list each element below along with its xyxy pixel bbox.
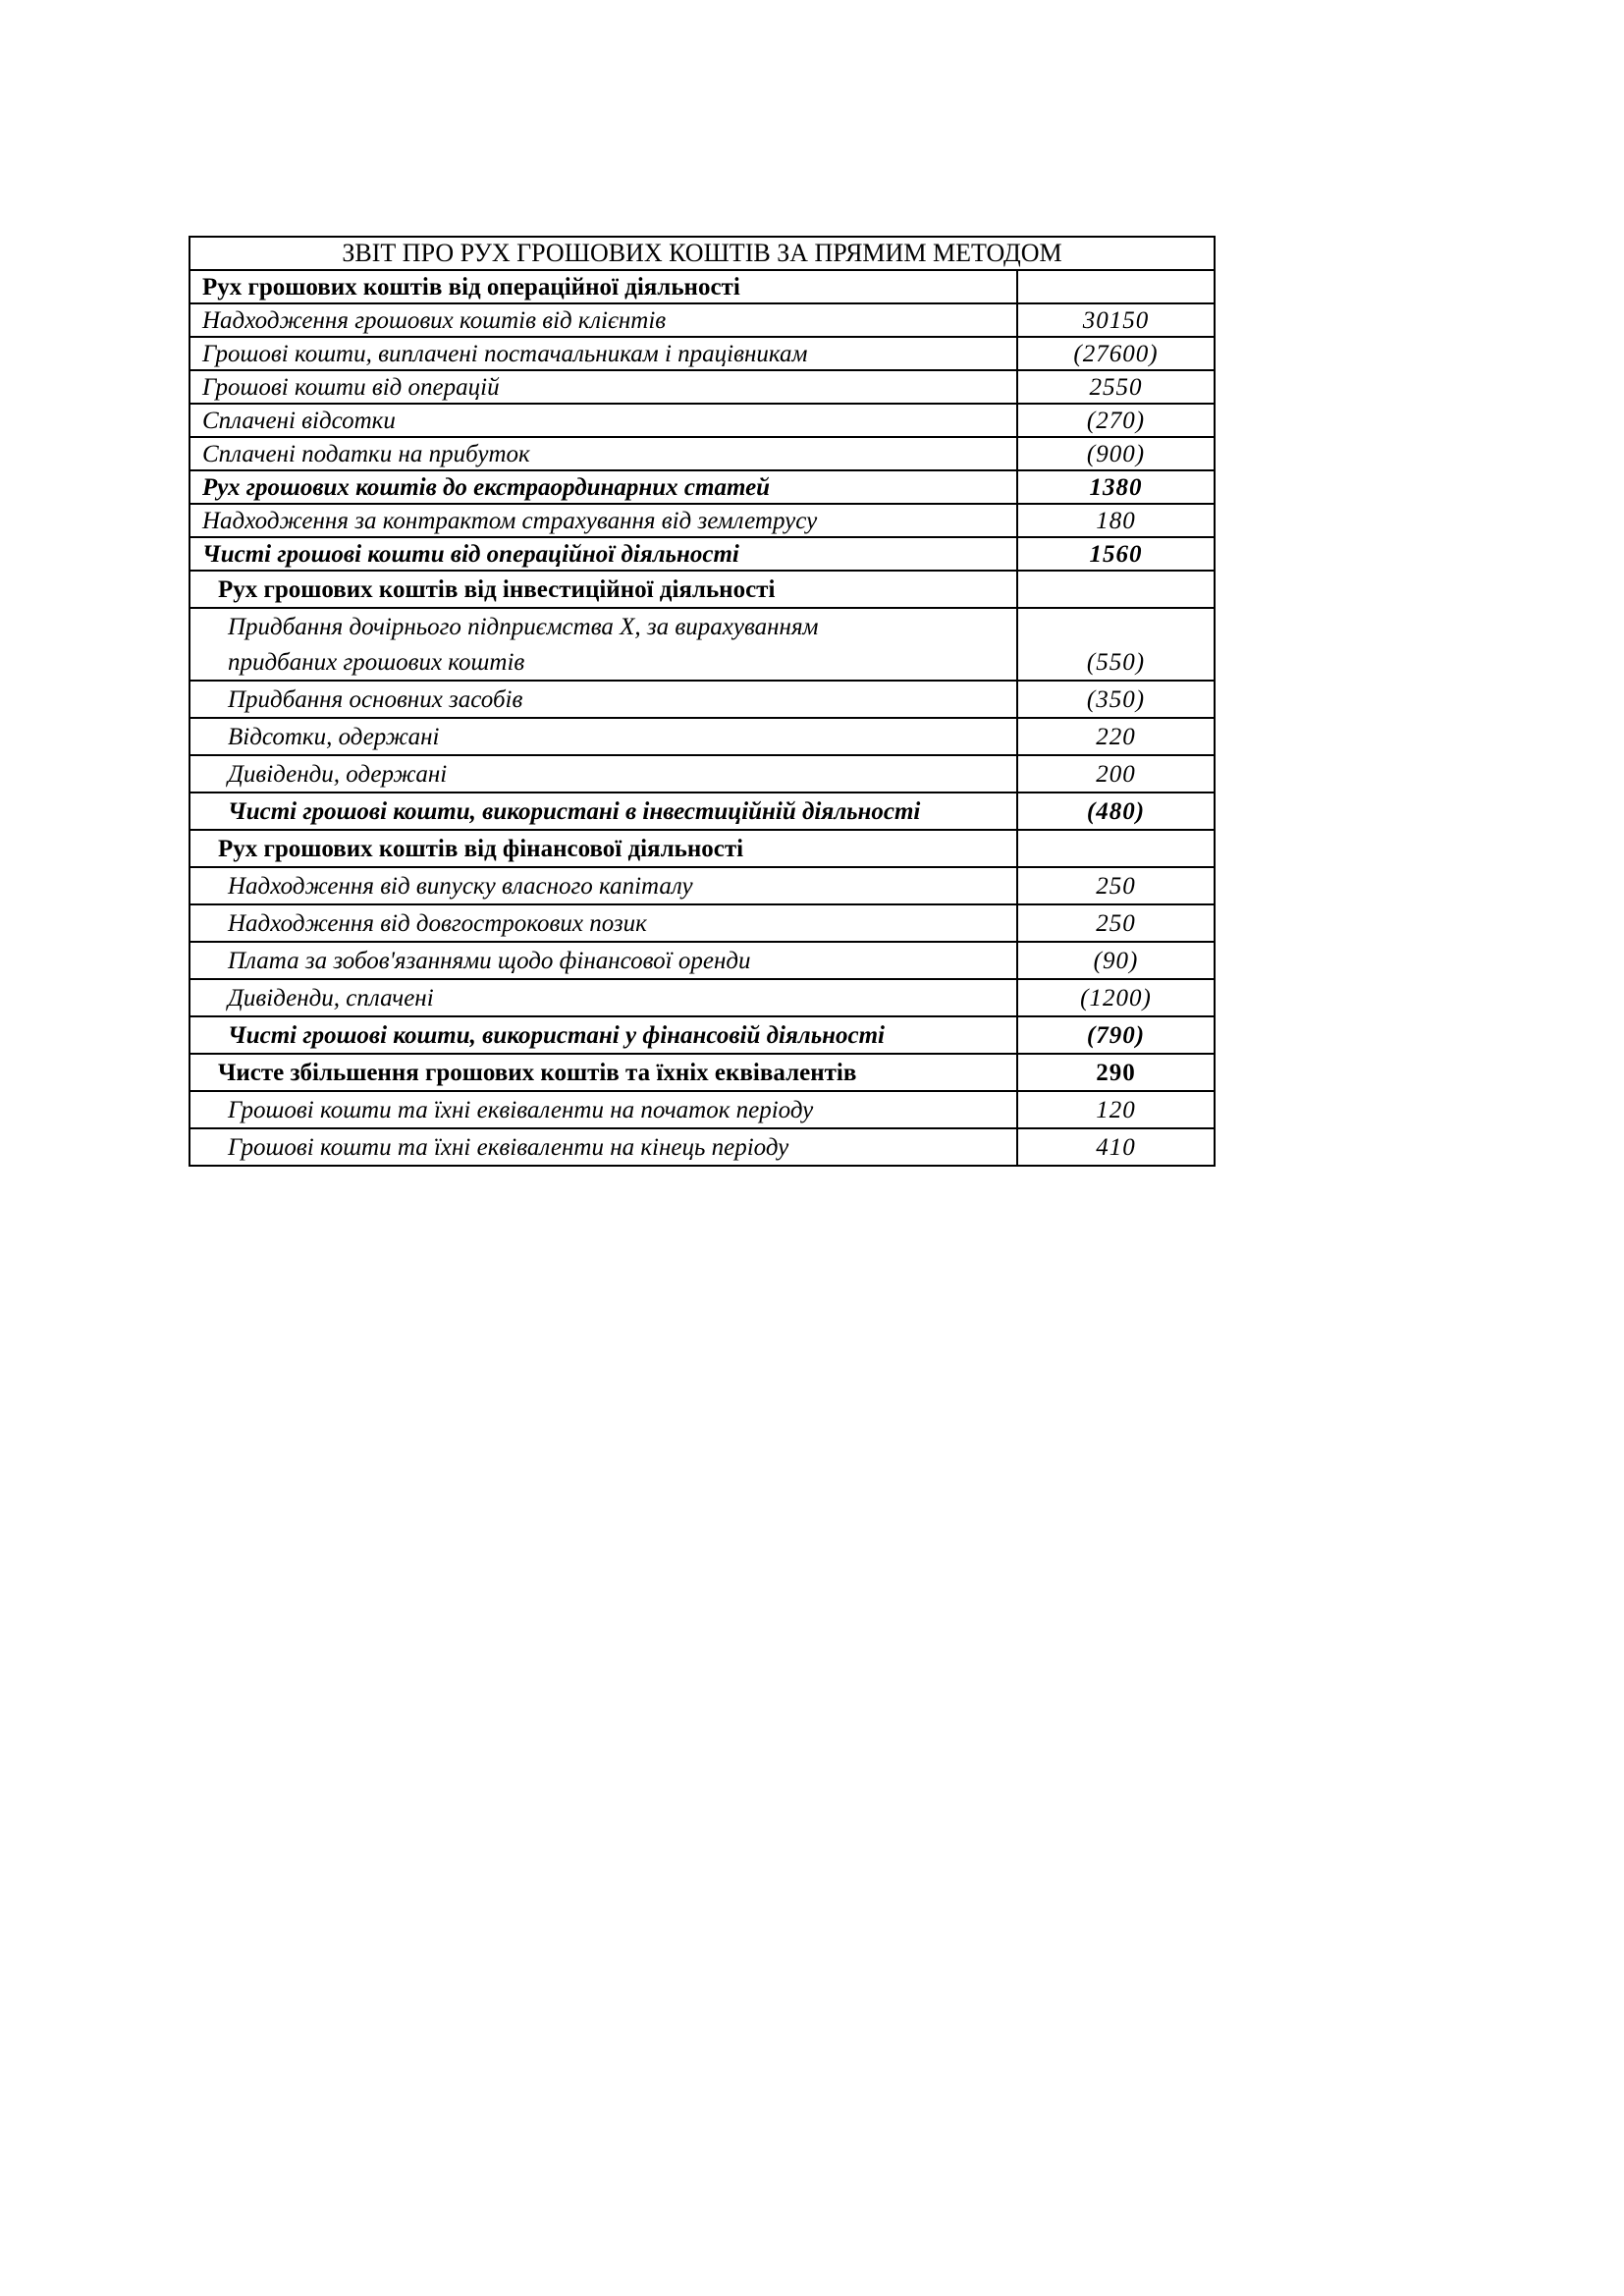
section-header-row	[189, 571, 1215, 608]
row-value: (27600)	[1017, 337, 1215, 370]
table-row	[189, 337, 1215, 370]
table-row	[189, 370, 1215, 404]
table-row	[189, 437, 1215, 470]
table-row	[189, 303, 1215, 337]
row-label: Відсотки, одержані	[189, 718, 1017, 755]
section-header-row	[189, 830, 1215, 867]
row-label: Чисті грошові кошти, використані у фінансовій діяльності	[189, 1016, 1017, 1054]
row-value: 1380	[1017, 470, 1215, 504]
table-row	[189, 681, 1215, 718]
row-value: (900)	[1017, 437, 1215, 470]
table-row	[189, 867, 1215, 904]
row-value	[1017, 830, 1215, 867]
row-label: Плата за зобов'язаннями щодо фінансової оренди	[189, 942, 1017, 979]
row-value: (550)	[1017, 644, 1215, 681]
table-row	[189, 504, 1215, 537]
table-row	[189, 644, 1215, 681]
row-label: Рух грошових коштів від інвестиційної діяльності	[189, 571, 1017, 608]
report-table-body	[189, 237, 1215, 1166]
total-row	[189, 537, 1215, 571]
row-label: Грошові кошти від операцій	[189, 370, 1017, 404]
report-title-row	[189, 237, 1215, 270]
row-value: 180	[1017, 504, 1215, 537]
row-label: Чисті грошові кошти, використані в інвестиційній діяльності	[189, 793, 1017, 830]
table-row	[189, 1091, 1215, 1128]
row-value: 200	[1017, 755, 1215, 793]
row-label: Чисте збільшення грошових коштів та їхніх еквівалентів	[189, 1054, 1017, 1091]
row-value	[1017, 571, 1215, 608]
total-row	[189, 793, 1215, 830]
row-value: (270)	[1017, 404, 1215, 437]
table-row	[189, 470, 1215, 504]
row-label: придбаних грошових коштів	[189, 644, 1017, 681]
row-label: Грошові кошти та їхні еквіваленти на початок періоду	[189, 1091, 1017, 1128]
table-row	[189, 904, 1215, 942]
table-row	[189, 404, 1215, 437]
row-value: 250	[1017, 867, 1215, 904]
table-row	[189, 1128, 1215, 1166]
row-label: Рух грошових коштів до екстраординарних статей	[189, 470, 1017, 504]
row-label: Дивіденди, сплачені	[189, 979, 1017, 1016]
row-label: Рух грошових коштів від операційної діяльності	[189, 270, 1017, 303]
row-value: (350)	[1017, 681, 1215, 718]
row-label: Сплачені відсотки	[189, 404, 1017, 437]
table-row	[189, 718, 1215, 755]
row-label: Придбання основних засобів	[189, 681, 1017, 718]
row-label: Рух грошових коштів від фінансової діяльності	[189, 830, 1017, 867]
row-value	[1017, 608, 1215, 644]
row-value: (90)	[1017, 942, 1215, 979]
row-value: 30150	[1017, 303, 1215, 337]
row-label: Дивіденди, одержані	[189, 755, 1017, 793]
row-value: (790)	[1017, 1016, 1215, 1054]
row-value: (1200)	[1017, 979, 1215, 1016]
row-value: 120	[1017, 1091, 1215, 1128]
total-row	[189, 1054, 1215, 1091]
row-value: 410	[1017, 1128, 1215, 1166]
row-value: 290	[1017, 1054, 1215, 1091]
row-label: Надходження за контрактом страхування від землетрусу	[189, 504, 1017, 537]
table-row	[189, 979, 1215, 1016]
row-label: Надходження від випуску власного капіталу	[189, 867, 1017, 904]
row-label: Придбання дочірнього підприємства X, за вирахуванням	[189, 608, 1017, 644]
row-value: 220	[1017, 718, 1215, 755]
row-label: Сплачені податки на прибуток	[189, 437, 1017, 470]
table-row	[189, 755, 1215, 793]
cash-flow-report-table	[189, 236, 1216, 1167]
total-row	[189, 1016, 1215, 1054]
table-row	[189, 942, 1215, 979]
table-row	[189, 608, 1215, 644]
row-value: (480)	[1017, 793, 1215, 830]
row-value	[1017, 270, 1215, 303]
row-label: Чисті грошові кошти від операційної діяльності	[189, 537, 1017, 571]
row-value: 250	[1017, 904, 1215, 942]
row-value: 2550	[1017, 370, 1215, 404]
row-label: Надходження грошових коштів від клієнтів	[189, 303, 1017, 337]
report-title: ЗВІТ ПРО РУХ ГРОШОВИХ КОШТІВ ЗА ПРЯМИМ МЕТОДОМ	[189, 237, 1215, 270]
row-label: Грошові кошти та їхні еквіваленти на кінець періоду	[189, 1128, 1017, 1166]
section-header-row	[189, 270, 1215, 303]
row-value: 1560	[1017, 537, 1215, 571]
row-label: Надходження від довгострокових позик	[189, 904, 1017, 942]
row-label: Грошові кошти, виплачені постачальникам і працівникам	[189, 337, 1017, 370]
